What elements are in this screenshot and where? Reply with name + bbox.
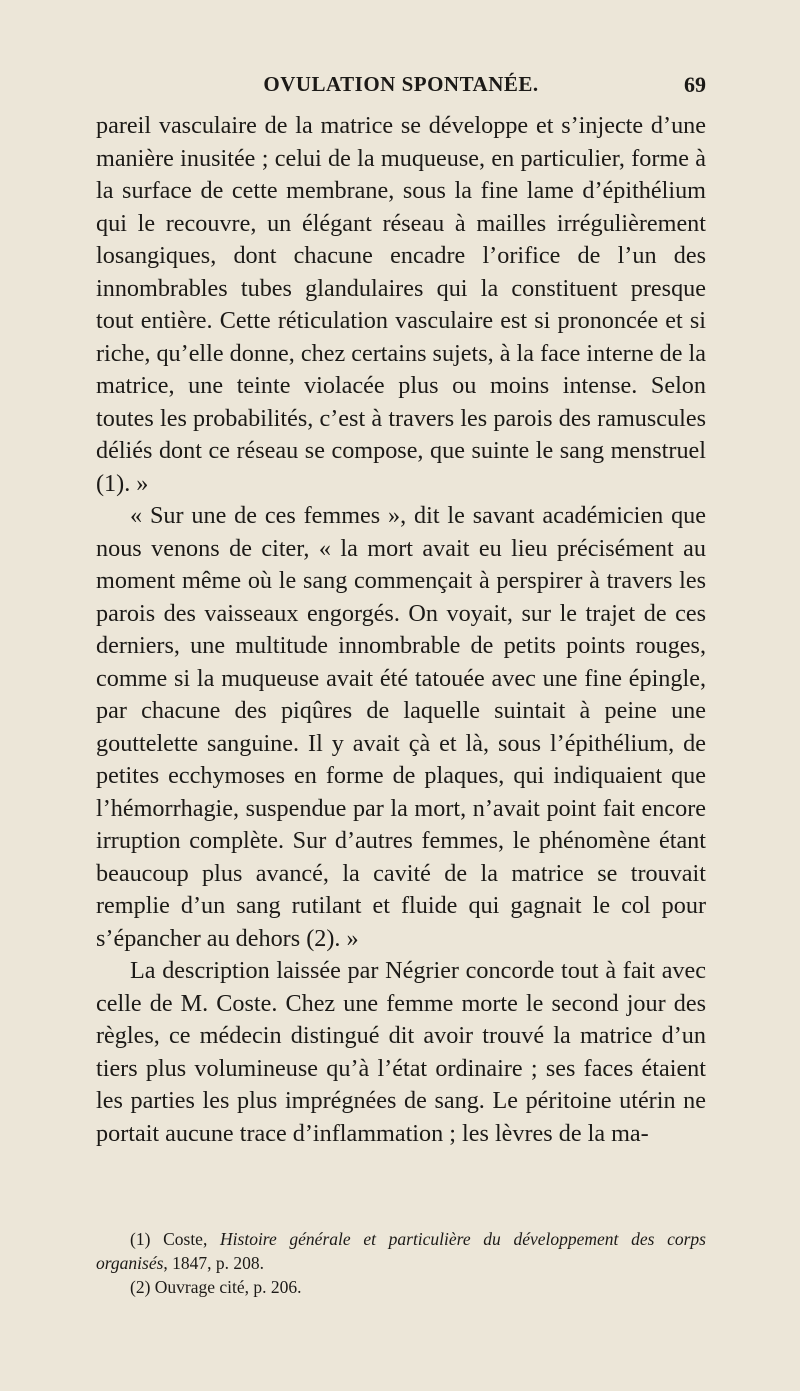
footnote-1-suffix: , 1847, p. 208. — [163, 1253, 265, 1273]
footnotes — [96, 1227, 706, 1299]
footnote-1 — [96, 1227, 706, 1275]
body-text — [96, 110, 706, 1150]
paragraph-1: pareil vasculaire de la matrice se développe et s’injecte d’une manière inusitée ; celui de la muqueuse, en particulier, forme à la surface de cette membrane, sous la fine lame d’épithélium qui le recouvre, un élégant réseau à mailles irrégulièrement losangiques, dont chacune encadre l’orifice de l’un des innombrables tubes glandulaires qui la constituent presque tout entière. Cette réticulation vasculaire est si prononcée et si riche, qu’elle donne, chez certains sujets, à la face interne de la matrice, une teinte violacée plus ou moins intense. Selon toutes les probabilités, c’est à travers les parois des ramuscules déliés dont ce réseau se compose, que suinte le sang menstruel (1). » — [96, 112, 706, 497]
running-title: OVULATION SPONTANÉE. — [263, 72, 539, 96]
page-number: 69 — [684, 72, 706, 97]
footnote-1-title: Histoire générale et particulière du développement des corps organisés — [96, 1229, 706, 1273]
footnote-1-prefix: (1) Coste, — [130, 1229, 221, 1249]
paragraph-3: La description laissée par Négrier concorde tout à fait avec celle de M. Coste. Chez une femme morte le second jour des règles, ce médecin distingué dit avoir trouvé la matrice d’un tiers plus volumineuse qu’à l’état ordinaire ; ses faces étaient les parties les plus imprégnées de sang. Le péritoine utérin ne portait aucune trace d’inflammation ; les lèvres de la ma- — [96, 957, 706, 1147]
paragraph-2: « Sur une de ces femmes », dit le savant académicien que nous venons de citer, « la mort avait eu lieu précisément au moment même où le sang commençait à perspirer à travers les parois des vaisseaux engorgés. On voyait, sur le trajet de ces derniers, une multitude innombrable de petits points rouges, comme si la muqueuse avait été tatouée avec une fine épingle, par chacune des piqûres de laquelle suintait à peine une gouttelette sanguine. Il y avait çà et là, sous l’épithélium, de petites ecchymoses en forme de plaques, qui indiquaient que l’hémorrhagie, suspendue par la mort, n’avait point fait encore irruption complète. Sur d’autres femmes, le phénomène étant beaucoup plus avancé, la cavité de la matrice se trouvait remplie d’un sang rutilant et fluide qui gagnait le col pour s’épancher au dehors (2). » — [96, 502, 706, 952]
running-head — [96, 72, 706, 102]
footnote-2: (2) Ouvrage cité, p. 206. — [130, 1277, 302, 1297]
